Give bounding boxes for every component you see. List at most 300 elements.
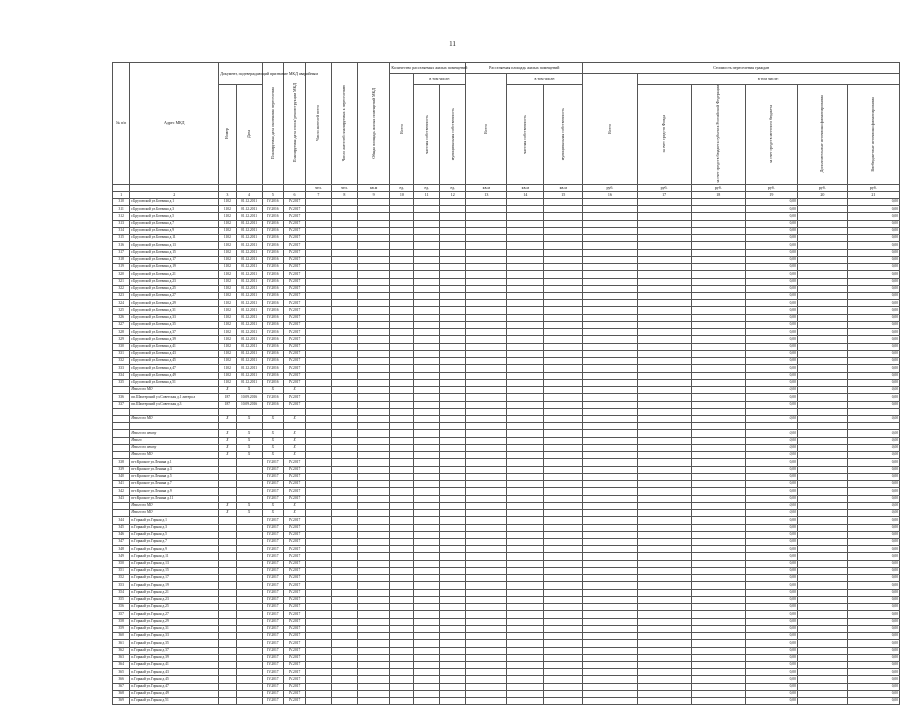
- table-cell-col-19: 0,00: [745, 473, 797, 480]
- table-cell-col-3: 1102: [219, 321, 236, 328]
- table-cell-col-1: 355: [113, 596, 130, 603]
- table-cell-col-20: [797, 488, 847, 495]
- table-cell-col-11: [414, 647, 440, 654]
- table-cell-col-8: [331, 546, 357, 553]
- table-cell-col-9: [357, 488, 390, 495]
- table-cell-col-21: 0,00: [847, 517, 899, 524]
- table-cell-col-8: [331, 661, 357, 668]
- table-row: [113, 567, 900, 574]
- table-cell-col-13: [466, 502, 507, 509]
- table-cell-col-13: [466, 401, 507, 408]
- table-cell-col-5: IV.2016: [262, 249, 284, 256]
- table-cell-col-13: [466, 213, 507, 220]
- table-cell-col-3: [219, 582, 236, 589]
- table-cell-col-3: 1102: [219, 220, 236, 227]
- table-cell-col-3: [219, 647, 236, 654]
- table-row: [113, 589, 900, 596]
- table-cell-col-16: [583, 611, 637, 618]
- table-cell-col-19: 0,00: [745, 372, 797, 379]
- table-row: [113, 524, 900, 531]
- table-cell-col-7: [305, 625, 331, 632]
- table-cell-col-21: 0,00: [847, 264, 899, 271]
- table-cell-col-15: [544, 611, 583, 618]
- table-cell-col-8: [331, 647, 357, 654]
- table-cell-col-14: [507, 336, 544, 343]
- unit-cell: чел.: [305, 184, 331, 191]
- table-cell-col-6: X: [284, 502, 306, 509]
- table-cell-col-6: IV.2017: [284, 300, 306, 307]
- table-cell-col-1: 313: [113, 220, 130, 227]
- table-cell-col-16: [583, 408, 637, 415]
- table-cell-col-3: [219, 473, 236, 480]
- table-cell-col-20: [797, 633, 847, 640]
- table-cell-col-4: [236, 647, 262, 654]
- table-cell-col-6: IV.2017: [284, 343, 306, 350]
- table-cell-col-3: [219, 524, 236, 531]
- table-cell-col-8: [331, 198, 357, 205]
- table-row: [113, 321, 900, 328]
- table-cell-col-1: 367: [113, 683, 130, 690]
- table-cell-col-6: IV.2017: [284, 654, 306, 661]
- table-cell-col-12: [440, 264, 466, 271]
- table-cell-col-11: [414, 213, 440, 220]
- table-cell-col-9: [357, 582, 390, 589]
- table-cell-col-4: 01.12.2011: [236, 198, 262, 205]
- table-cell-col-14: [507, 466, 544, 473]
- table-cell-col-2: пп.Шахтерский ул.Советская д.3: [130, 401, 219, 408]
- table-cell-col-3: X: [219, 416, 236, 423]
- table-cell-col-10: [390, 611, 414, 618]
- table-cell-col-21: 0,00: [847, 321, 899, 328]
- table-cell-col-15: [544, 444, 583, 451]
- table-cell-col-20: [797, 300, 847, 307]
- table-cell-col-8: [331, 285, 357, 292]
- table-body: [113, 198, 900, 704]
- table-cell-col-20: [797, 336, 847, 343]
- table-cell-col-15: [544, 560, 583, 567]
- table-cell-col-4: [236, 495, 262, 502]
- table-row: [113, 488, 900, 495]
- table-cell-col-21: 0,00: [847, 437, 899, 444]
- table-cell-col-4: 01.12.2011: [236, 314, 262, 321]
- table-cell-col-10: [390, 372, 414, 379]
- table-cell-col-14: [507, 358, 544, 365]
- table-cell-col-10: [390, 307, 414, 314]
- header-cost-local: за счет средств местного бюджета: [745, 85, 797, 185]
- table-cell-col-5: IV.2016: [262, 271, 284, 278]
- table-cell-col-6: IV.2017: [284, 625, 306, 632]
- table-cell-col-12: [440, 329, 466, 336]
- table-cell-col-11: [414, 633, 440, 640]
- table-cell-col-10: [390, 633, 414, 640]
- table-cell-col-3: 1102: [219, 314, 236, 321]
- table-cell-col-1: 344: [113, 517, 130, 524]
- table-row: [113, 502, 900, 509]
- table-cell-col-11: [414, 394, 440, 401]
- header-cost-excess: Внебюджетные источники финансирования: [847, 85, 899, 185]
- table-cell-col-7: [305, 220, 331, 227]
- table-cell-col-8: [331, 430, 357, 437]
- table-cell-col-15: [544, 546, 583, 553]
- table-cell-col-15: [544, 589, 583, 596]
- table-cell-col-2: п.Горный ул.Горная д.9: [130, 546, 219, 553]
- table-cell-col-4: [236, 611, 262, 618]
- table-cell-col-20: [797, 611, 847, 618]
- table-cell-col-3: 1102: [219, 379, 236, 386]
- table-cell-col-5: X: [262, 510, 284, 517]
- table-row: [113, 517, 900, 524]
- table-row: [113, 365, 900, 372]
- table-cell-col-16: [583, 336, 637, 343]
- table-cell-col-16: [583, 213, 637, 220]
- table-cell-col-12: [440, 235, 466, 242]
- table-cell-col-5: IV.2016: [262, 213, 284, 220]
- table-cell-col-16: [583, 437, 637, 444]
- table-cell-col-11: [414, 589, 440, 596]
- unit-cell: [113, 184, 130, 191]
- table-cell-col-17: [637, 227, 691, 234]
- table-cell-col-18: [691, 676, 745, 683]
- table-row: [113, 654, 900, 661]
- table-cell-col-14: [507, 452, 544, 459]
- table-cell-col-6: IV.2017: [284, 683, 306, 690]
- table-cell-col-9: [357, 669, 390, 676]
- table-cell-col-20: [797, 343, 847, 350]
- table-cell-col-11: [414, 365, 440, 372]
- table-cell-col-13: [466, 227, 507, 234]
- table-cell-col-17: [637, 444, 691, 451]
- table-cell-col-20: [797, 227, 847, 234]
- table-cell-col-14: [507, 459, 544, 466]
- table-cell-col-12: [440, 481, 466, 488]
- table-cell-col-1: 323: [113, 293, 130, 300]
- unit-cell: руб.: [637, 184, 691, 191]
- table-cell-col-20: [797, 430, 847, 437]
- table-cell-col-12: [440, 206, 466, 213]
- table-cell-col-20: [797, 618, 847, 625]
- table-cell-col-6: IV.2017: [284, 698, 306, 705]
- table-cell-col-5: IV.2017: [262, 517, 284, 524]
- table-cell-col-19: 0,00: [745, 502, 797, 509]
- table-cell-col-13: [466, 264, 507, 271]
- table-cell-col-21: 0,00: [847, 683, 899, 690]
- table-cell-col-10: [390, 423, 414, 430]
- table-cell-col-19: 0,00: [745, 690, 797, 697]
- table-cell-col-10: [390, 567, 414, 574]
- header-area-incl: в том числе:: [507, 74, 583, 85]
- table-cell-col-16: [583, 538, 637, 545]
- table-cell-col-14: [507, 408, 544, 415]
- table-cell-col-1: 329: [113, 336, 130, 343]
- table-cell-col-18: [691, 481, 745, 488]
- table-row: [113, 459, 900, 466]
- table-cell-col-11: [414, 444, 440, 451]
- unit-cell: ед.: [414, 184, 440, 191]
- table-cell-col-6: IV.2017: [284, 314, 306, 321]
- table-cell-col-14: [507, 683, 544, 690]
- table-cell-col-2: пгт.Красное ул.Ленина д.1: [130, 459, 219, 466]
- table-cell-col-15: [544, 278, 583, 285]
- table-cell-col-13: [466, 408, 507, 415]
- table-cell-col-6: IV.2017: [284, 206, 306, 213]
- table-cell-col-18: [691, 365, 745, 372]
- table-cell-col-18: [691, 271, 745, 278]
- table-row: [113, 473, 900, 480]
- table-cell-col-7: [305, 647, 331, 654]
- table-cell-col-21: 0,00: [847, 416, 899, 423]
- table-cell-col-3: [219, 495, 236, 502]
- header-address: Адрес МКД: [130, 63, 219, 185]
- table-cell-col-10: [390, 249, 414, 256]
- table-cell-col-12: [440, 596, 466, 603]
- table-cell-col-6: IV.2017: [284, 329, 306, 336]
- table-cell-col-18: [691, 698, 745, 705]
- table-cell-col-7: [305, 488, 331, 495]
- table-cell-col-5: IV.2016: [262, 365, 284, 372]
- table-cell-col-12: [440, 510, 466, 517]
- table-cell-col-8: [331, 206, 357, 213]
- table-cell-col-10: [390, 271, 414, 278]
- table-cell-col-18: [691, 452, 745, 459]
- column-number: 9: [357, 191, 390, 198]
- table-cell-col-3: [219, 589, 236, 596]
- table-cell-col-3: 1102: [219, 271, 236, 278]
- table-row: [113, 278, 900, 285]
- table-cell-col-6: IV.2017: [284, 365, 306, 372]
- table-cell-col-18: [691, 690, 745, 697]
- table-cell-col-21: 0,00: [847, 625, 899, 632]
- table-cell-col-4: [236, 654, 262, 661]
- table-cell-col-15: [544, 640, 583, 647]
- table-row: [113, 647, 900, 654]
- table-cell-col-9: [357, 408, 390, 415]
- header-doc-number: Номер: [219, 85, 236, 185]
- table-cell-col-15: [544, 242, 583, 249]
- table-cell-col-8: [331, 213, 357, 220]
- table-cell-col-2: пгт.Красное ул.Ленина д.7: [130, 481, 219, 488]
- table-cell-col-2: г.Брусовской ул.Ботвина д.41: [130, 343, 219, 350]
- table-cell-col-13: [466, 293, 507, 300]
- table-cell-col-19: 0,00: [745, 307, 797, 314]
- table-cell-col-17: [637, 452, 691, 459]
- table-cell-col-15: [544, 654, 583, 661]
- table-cell-col-12: [440, 408, 466, 415]
- column-number: 14: [507, 191, 544, 198]
- table-cell-col-7: [305, 300, 331, 307]
- table-cell-col-2: п.Горный ул.Горная д.25: [130, 604, 219, 611]
- table-cell-col-7: [305, 676, 331, 683]
- table-cell-col-1: 326: [113, 314, 130, 321]
- table-cell-col-5: X: [262, 416, 284, 423]
- table-cell-col-8: [331, 640, 357, 647]
- table-cell-col-7: [305, 690, 331, 697]
- table-cell-col-21: 0,00: [847, 567, 899, 574]
- table-cell-col-11: [414, 669, 440, 676]
- table-cell-col-5: IV.2016: [262, 350, 284, 357]
- table-cell-col-18: [691, 661, 745, 668]
- table-cell-col-6: IV.2017: [284, 575, 306, 582]
- table-cell-col-4: X: [236, 502, 262, 509]
- table-cell-col-10: [390, 278, 414, 285]
- table-cell-col-3: [219, 654, 236, 661]
- table-cell-col-10: [390, 582, 414, 589]
- table-cell-col-1: 314: [113, 227, 130, 234]
- unit-cell: руб.: [847, 184, 899, 191]
- table-cell-col-18: [691, 213, 745, 220]
- table-cell-col-7: [305, 387, 331, 394]
- table-row: [113, 213, 900, 220]
- table-cell-col-5: X: [262, 430, 284, 437]
- table-cell-col-20: [797, 676, 847, 683]
- header-cost-fund: за счет средств Фонда: [637, 85, 691, 185]
- table-cell-col-13: [466, 336, 507, 343]
- table-cell-col-15: [544, 473, 583, 480]
- table-cell-col-18: [691, 249, 745, 256]
- table-cell-col-21: 0,00: [847, 307, 899, 314]
- table-cell-col-19: 0,00: [745, 604, 797, 611]
- table-cell-col-11: [414, 654, 440, 661]
- table-cell-col-5: IV.2017: [262, 640, 284, 647]
- table-cell-col-9: [357, 285, 390, 292]
- table-cell-col-15: [544, 553, 583, 560]
- table-cell-col-11: [414, 481, 440, 488]
- table-cell-col-13: [466, 198, 507, 205]
- table-cell-col-11: [414, 437, 440, 444]
- table-cell-col-14: [507, 416, 544, 423]
- table-cell-col-12: [440, 416, 466, 423]
- table-cell-col-12: [440, 473, 466, 480]
- table-cell-col-7: [305, 596, 331, 603]
- table-cell-col-3: [219, 423, 236, 430]
- table-cell-col-14: [507, 264, 544, 271]
- table-cell-col-4: [236, 633, 262, 640]
- table-cell-col-8: [331, 350, 357, 357]
- table-cell-col-8: [331, 654, 357, 661]
- table-cell-col-19: 0,00: [745, 314, 797, 321]
- table-cell-col-1: 324: [113, 300, 130, 307]
- table-cell-col-19: 0,00: [745, 524, 797, 531]
- table-cell-col-19: 0,00: [745, 220, 797, 227]
- table-cell-col-6: IV.2017: [284, 596, 306, 603]
- table-cell-col-9: [357, 444, 390, 451]
- table-row: [113, 372, 900, 379]
- table-cell-col-11: [414, 546, 440, 553]
- table-cell-col-16: [583, 264, 637, 271]
- table-cell-col-2: п.Горный ул.Горная д.51: [130, 698, 219, 705]
- table-cell-col-20: [797, 408, 847, 415]
- table-cell-col-7: [305, 683, 331, 690]
- table-cell-col-8: [331, 596, 357, 603]
- table-cell-col-11: [414, 220, 440, 227]
- table-cell-col-14: [507, 589, 544, 596]
- table-cell-col-6: IV.2017: [284, 488, 306, 495]
- table-cell-col-3: [219, 596, 236, 603]
- table-cell-col-13: [466, 365, 507, 372]
- table-cell-col-18: [691, 502, 745, 509]
- table-cell-col-4: 01.12.2011: [236, 343, 262, 350]
- table-cell-col-10: [390, 206, 414, 213]
- table-cell-col-12: [440, 314, 466, 321]
- table-row: [113, 198, 900, 205]
- table-cell-col-14: [507, 698, 544, 705]
- table-cell-col-3: [219, 408, 236, 415]
- table-cell-col-17: [637, 285, 691, 292]
- header-rooms-municipal: муниципальная собственность: [440, 85, 466, 185]
- table-cell-col-6: IV.2017: [284, 394, 306, 401]
- table-cell-col-19: 0,00: [745, 264, 797, 271]
- table-cell-col-18: [691, 285, 745, 292]
- table-cell-col-17: [637, 249, 691, 256]
- table-cell-col-1: 325: [113, 307, 130, 314]
- table-cell-col-6: IV.2017: [284, 358, 306, 365]
- unit-cell: [219, 184, 236, 191]
- table-cell-col-19: 0,00: [745, 531, 797, 538]
- table-cell-col-12: [440, 350, 466, 357]
- table-cell-col-19: 0,00: [745, 553, 797, 560]
- table-cell-col-1: 319: [113, 264, 130, 271]
- table-cell-col-12: [440, 633, 466, 640]
- table-cell-col-20: [797, 242, 847, 249]
- table-cell-col-15: [544, 408, 583, 415]
- header-cost-total: Всего: [583, 74, 637, 185]
- table-cell-col-16: [583, 510, 637, 517]
- table-cell-col-13: [466, 358, 507, 365]
- table-cell-col-17: [637, 314, 691, 321]
- table-cell-col-15: [544, 495, 583, 502]
- table-cell-col-8: [331, 416, 357, 423]
- table-cell-col-15: [544, 596, 583, 603]
- table-cell-col-20: [797, 256, 847, 263]
- table-cell-col-6: IV.2017: [284, 560, 306, 567]
- column-number: 20: [797, 191, 847, 198]
- table-cell-col-20: [797, 401, 847, 408]
- table-cell-col-20: [797, 452, 847, 459]
- table-cell-col-5: IV.2017: [262, 654, 284, 661]
- table-cell-col-20: [797, 285, 847, 292]
- table-cell-col-5: IV.2016: [262, 379, 284, 386]
- table-cell-col-17: [637, 358, 691, 365]
- table-cell-col-14: [507, 220, 544, 227]
- table-cell-col-11: [414, 264, 440, 271]
- table-row: [113, 625, 900, 632]
- table-cell-col-4: 01.12.2011: [236, 271, 262, 278]
- table-cell-col-1: 359: [113, 625, 130, 632]
- table-cell-col-6: IV.2017: [284, 227, 306, 234]
- table-cell-col-15: [544, 235, 583, 242]
- table-cell-col-1: 343: [113, 495, 130, 502]
- table-cell-col-9: [357, 698, 390, 705]
- table-cell-col-11: [414, 466, 440, 473]
- table-cell-col-2: г.Брусовской ул.Ботвина д.25: [130, 285, 219, 292]
- table-row: [113, 350, 900, 357]
- table-cell-col-1: 322: [113, 285, 130, 292]
- table-cell-col-9: [357, 278, 390, 285]
- table-cell-col-2: п.Горный ул.Горная д.47: [130, 683, 219, 690]
- table-cell-col-21: 0,00: [847, 524, 899, 531]
- table-cell-col-5: IV.2016: [262, 242, 284, 249]
- table-cell-col-21: 0,00: [847, 394, 899, 401]
- table-cell-col-21: 0,00: [847, 220, 899, 227]
- table-cell-col-16: [583, 698, 637, 705]
- table-cell-col-20: [797, 524, 847, 531]
- column-number: 15: [544, 191, 583, 198]
- table-cell-col-19: 0,00: [745, 365, 797, 372]
- table-cell-col-21: 0,00: [847, 293, 899, 300]
- table-cell-col-18: [691, 625, 745, 632]
- table-cell-col-16: [583, 625, 637, 632]
- table-cell-col-7: [305, 293, 331, 300]
- table-cell-col-9: [357, 235, 390, 242]
